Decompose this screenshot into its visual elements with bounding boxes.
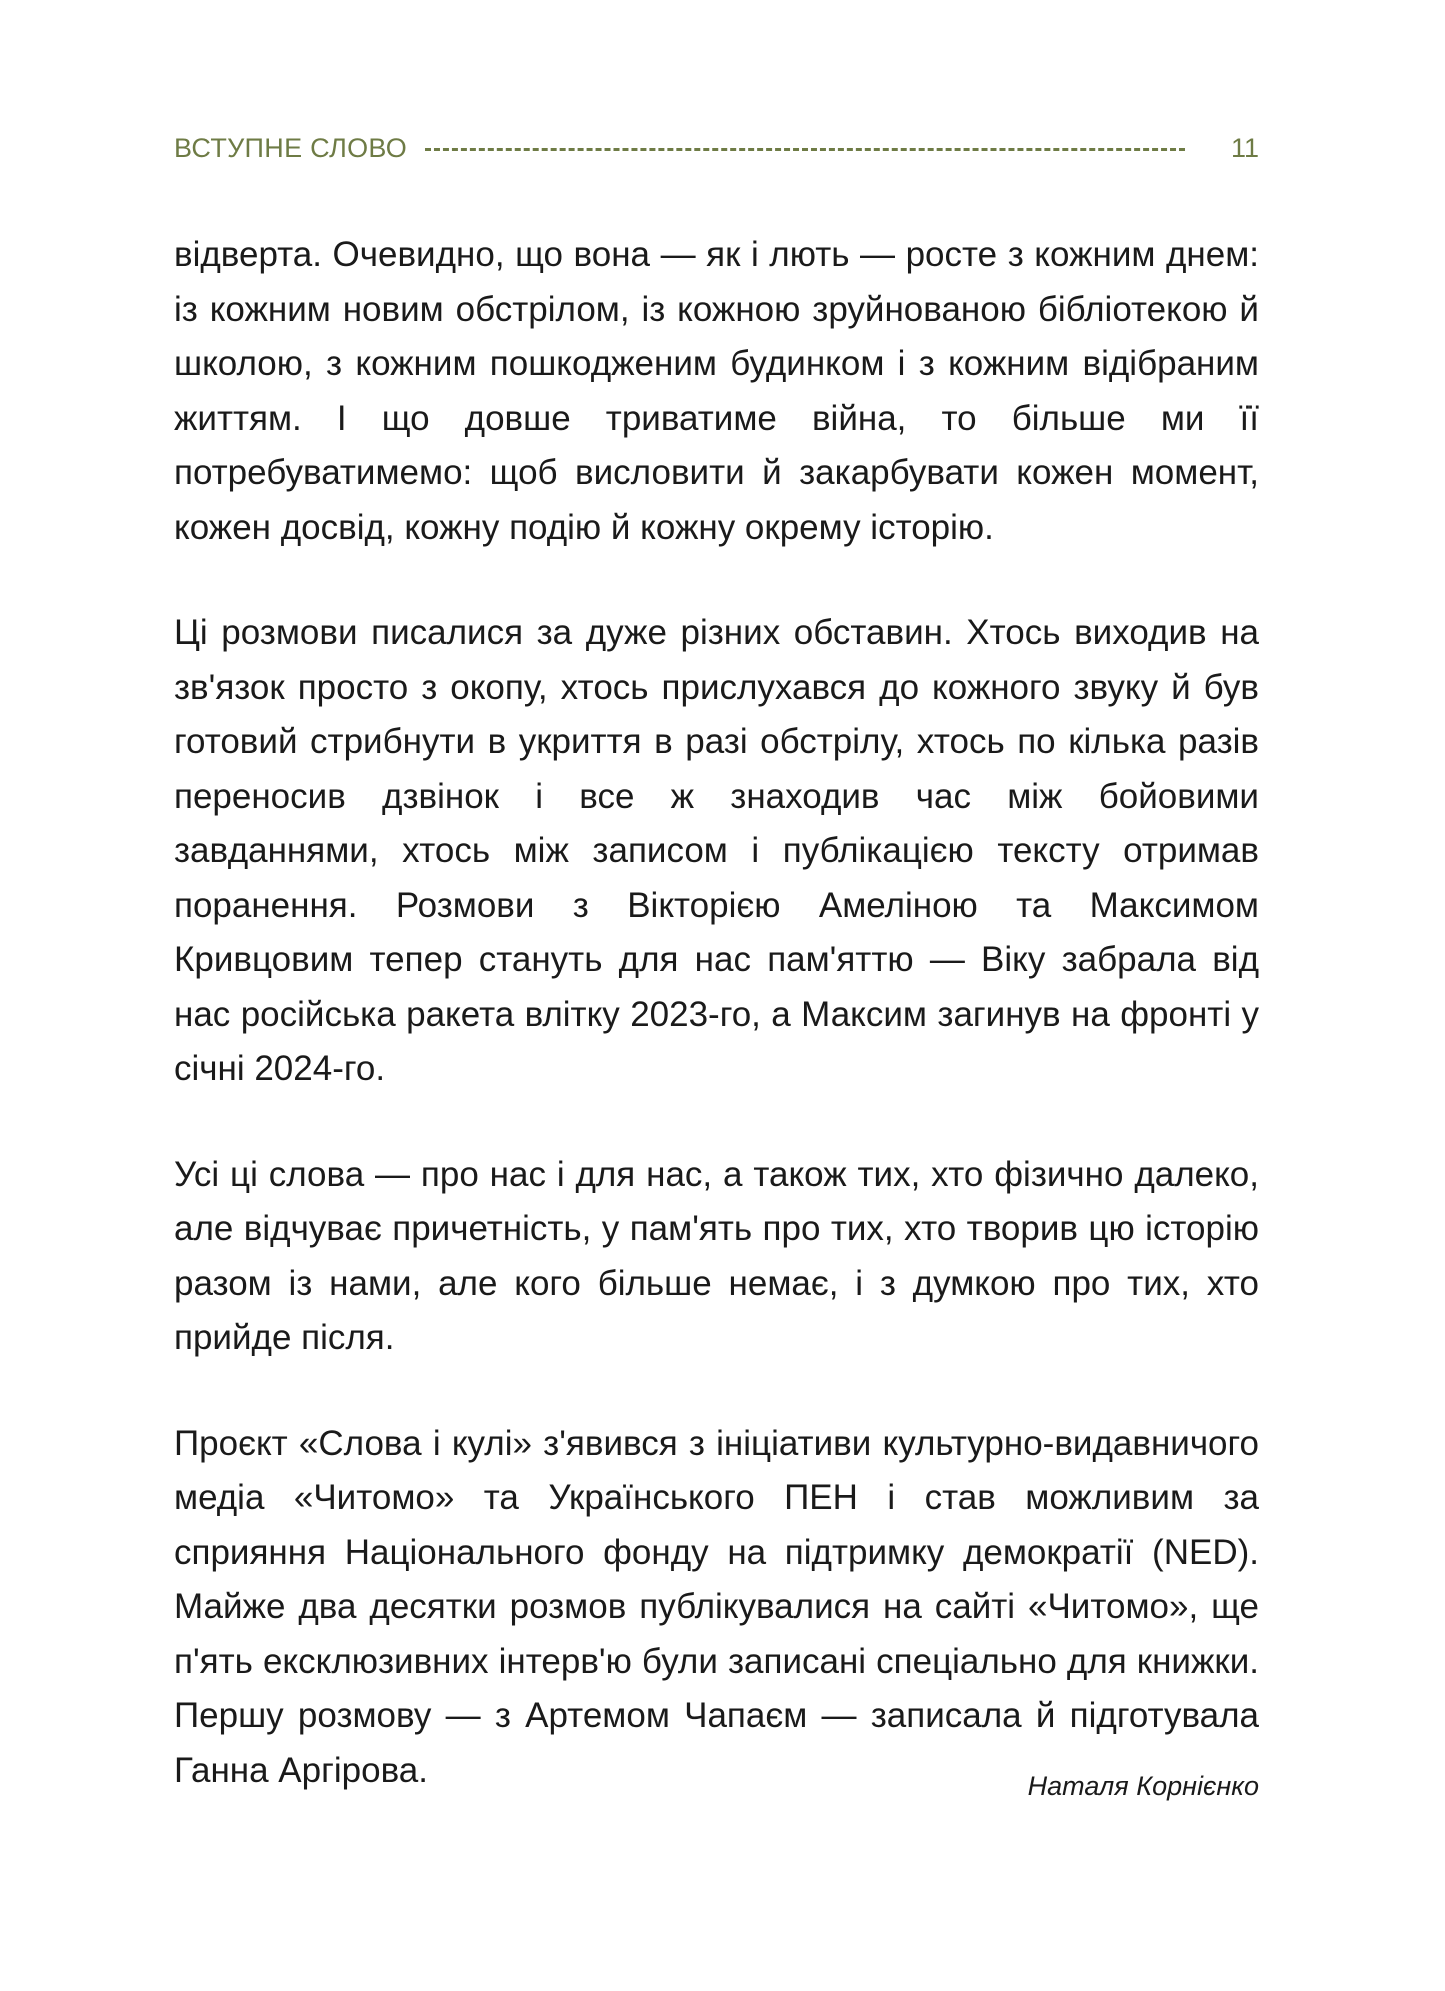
body-text — [174, 228, 1259, 1798]
paragraph: Ці розмови писалися за дуже різних обставин. Хтось виходив на зв'язок просто з окопу, хтось прислухався до кожного звуку й був готовий стрибнути в укриття в разі обстрілу, хтось по кілька разів переносив дзвінок і все ж знаходив час між бойовими завданнями, хтось між записом і публікацією тексту отримав поранення. Розмови з Вікторією Амеліною та Максимом Кривцовим тепер стануть для нас пам'яттю — Віку забрала від нас російська ракета влітку 2023-го, а Максим загинув на фронті у січні 2024-го. — [174, 613, 1259, 1088]
dashed-divider — [425, 148, 1185, 151]
paragraph: Усі ці слова — про нас і для нас, а також тих, хто фізично далеко, але відчуває причетність, у пам'ять про тих, хто творив цю історію разом із нами, але кого більше немає, і з думкою про тих, хто прийде після. — [174, 1154, 1259, 1357]
paragraph: Проєкт «Слова і кулі» з'явився з ініціативи культурно-видавничого медіа «Читомо» та Українського ПЕН і став можливим за сприяння Національного фонду на підтримку демократії (NED). Майже два десятки розмов публікувалися на сайті «Читомо», ще п'ять ексклюзивних інтерв'ю були записані спеціально для книжки. Першу розмову — з Артемом Чапаєм — записала й підготувала Ганна Аргірова. — [174, 1423, 1259, 1790]
paragraph: відверта. Очевидно, що вона — як і лють — росте з кожним днем: із кожним новим обстрілом, із кожною зруйнованою бібліотекою й школою, з кожним пошкодженим будинком і з кожним відібраним життям. І що довше триватиме війна, то більше ми її потребуватимемо: щоб висловити й закарбувати кожен момент, кожен досвід, кожну подію й кожну окрему історію. — [174, 235, 1259, 547]
section-title: ВСТУПНЕ СЛОВО — [174, 132, 408, 163]
running-header — [174, 130, 1259, 166]
page-number: 11 — [1230, 132, 1259, 163]
author-signature: Наталя Корнієнко — [1027, 1771, 1259, 1801]
